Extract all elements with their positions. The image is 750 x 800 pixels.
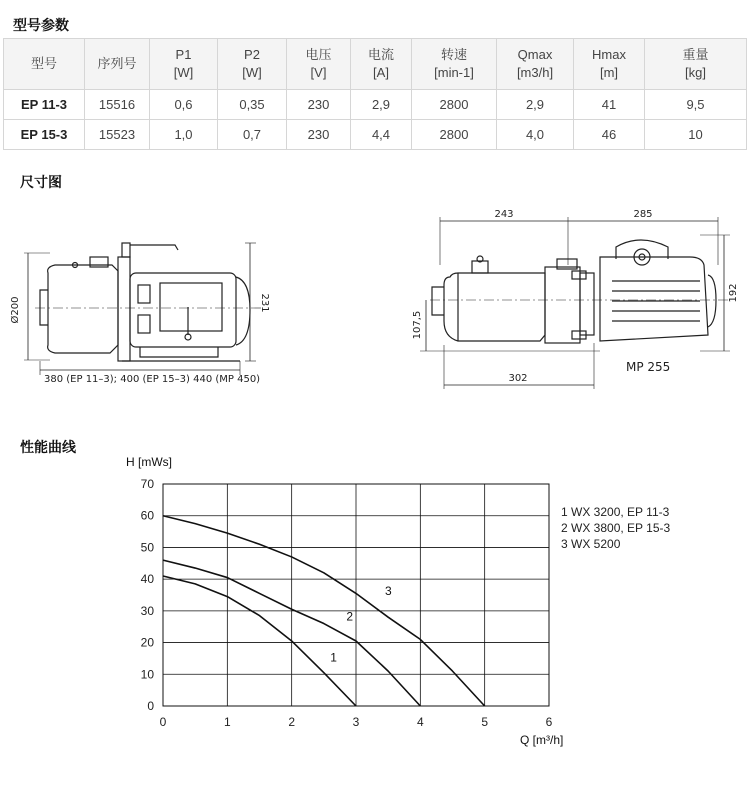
left-pump-drawing xyxy=(24,243,262,375)
header-speed: 转速 [min-1] xyxy=(412,39,497,90)
cell-hmax: 41 xyxy=(574,90,645,120)
header-hmax: Hmax [m] xyxy=(574,39,645,90)
chart-y-tick-label: 50 xyxy=(140,540,154,555)
performance-chart xyxy=(0,450,750,750)
right-top-left-label: 243 xyxy=(494,209,514,220)
chart-grid xyxy=(163,484,549,706)
right-pump-drawing xyxy=(420,217,730,389)
chart-y-tick-label: 40 xyxy=(140,572,154,587)
left-length-label: 380 (EP 11–3); 400 (EP 15–3) 440 (MP 450) xyxy=(44,374,261,385)
right-top-right-label: 285 xyxy=(633,209,653,220)
cell-weight: 9,5 xyxy=(645,90,747,120)
cell-p1: 1,0 xyxy=(150,120,218,150)
header-serial: 序列号 xyxy=(85,39,150,90)
header-current: 电流 [A] xyxy=(351,39,412,90)
cell-hmax: 46 xyxy=(574,120,645,150)
cell-current: 4,4 xyxy=(351,120,412,150)
chart-x-tick-label: 5 xyxy=(481,715,489,729)
cell-voltage: 230 xyxy=(287,90,351,120)
chart-x-tick-label: 4 xyxy=(416,715,424,729)
cell-serial: 15523 xyxy=(85,120,150,150)
cell-qmax: 4,0 xyxy=(497,120,574,150)
chart-series-label-3: 3 xyxy=(384,584,392,598)
chart-y-tick-label: 60 xyxy=(140,508,154,523)
cell-speed: 2800 xyxy=(412,120,497,150)
left-diameter-label: Ø200 xyxy=(10,296,21,324)
cell-current: 2,9 xyxy=(351,90,412,120)
cell-model: EP 11-3 xyxy=(4,90,85,120)
cell-p1: 0,6 xyxy=(150,90,218,120)
header-voltage: 电压 [V] xyxy=(287,39,351,90)
header-model: 型号 xyxy=(4,39,85,90)
chart-y-tick-label: 20 xyxy=(140,635,154,650)
header-p2: P2 [W] xyxy=(218,39,287,90)
chart-x-tick-label: 2 xyxy=(288,715,296,729)
cell-serial: 15516 xyxy=(85,90,150,120)
chart-y-tick-label: 70 xyxy=(140,477,154,491)
chart-series-line-1 xyxy=(163,576,356,706)
cell-speed: 2800 xyxy=(412,90,497,120)
chart-x-tick-label: 0 xyxy=(159,715,167,729)
chart-series-label-2: 2 xyxy=(346,609,354,624)
cell-p2: 0,7 xyxy=(218,120,287,150)
chart-legend-entry-1: 1 WX 3200, EP 11-3 xyxy=(561,505,670,519)
dimension-drawing xyxy=(0,195,750,405)
cell-model: EP 15-3 xyxy=(4,120,85,150)
chart-series-label-1: 1 xyxy=(330,650,337,665)
chart-legend-entry-2: 2 WX 3800, EP 15-3 xyxy=(561,521,671,535)
chart-x-tick-label: 6 xyxy=(545,715,553,729)
cell-qmax: 2,9 xyxy=(497,90,574,120)
cell-voltage: 230 xyxy=(287,120,351,150)
chart-x-axis-label: Q [m³/h] xyxy=(520,733,564,747)
table-row xyxy=(4,120,747,150)
cell-p2: 0,35 xyxy=(218,90,287,120)
chart-y-axis-label: H [mWs] xyxy=(126,455,172,469)
chart-y-tick-label: 30 xyxy=(140,603,154,618)
performance-section-title: 性能曲线 xyxy=(20,439,76,455)
header-qmax: Qmax [m3/h] xyxy=(497,39,574,90)
header-weight: 重量 [kg] xyxy=(645,39,747,90)
header-p1: P1 [W] xyxy=(150,39,218,90)
chart-ticks xyxy=(141,477,553,729)
spec-table-header-row xyxy=(4,39,747,90)
right-model-label: MP 255 xyxy=(626,360,671,374)
spec-section-title: 型号参数 xyxy=(13,17,69,33)
chart-y-tick-label: 0 xyxy=(147,699,154,713)
chart-x-tick-label: 3 xyxy=(352,715,360,729)
chart-x-tick-label: 1 xyxy=(223,715,231,729)
right-right-height-label: 192 xyxy=(728,283,739,303)
chart-y-tick-label: 10 xyxy=(140,667,154,682)
table-row xyxy=(4,90,747,120)
cell-weight: 10 xyxy=(645,120,747,150)
chart-legend-entry-3: 3 WX 5200 xyxy=(561,537,621,551)
left-height-label: 231 xyxy=(259,293,270,313)
dimensions-section-title: 尺寸图 xyxy=(20,174,62,190)
right-left-height-label: 107,5 xyxy=(412,310,423,340)
right-bottom-label: 302 xyxy=(508,373,528,384)
spec-table xyxy=(3,38,747,150)
